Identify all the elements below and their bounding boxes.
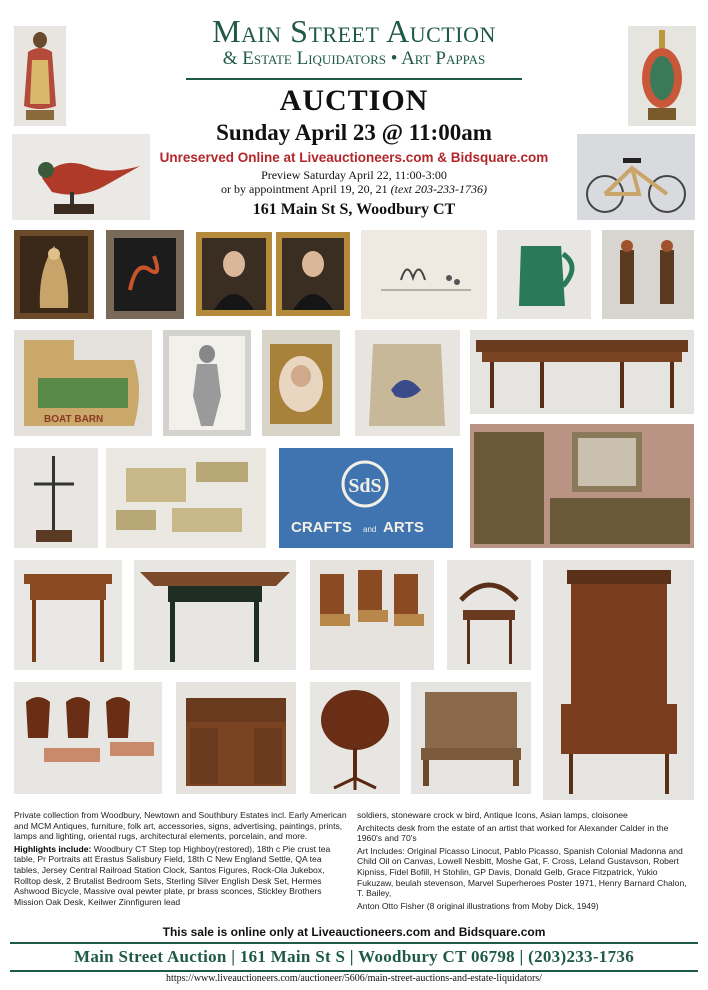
bird-carving-photo [12, 134, 150, 220]
windsor-chair-photo [447, 560, 531, 670]
drop-leaf-table-photo [134, 560, 296, 670]
preview-line: Preview Saturday April 22, 11:00-3:00 [261, 168, 447, 182]
rolltop-desk-image [176, 682, 296, 794]
dining-table-photo [470, 330, 694, 414]
dragon-print-image [106, 230, 184, 319]
footer-url[interactable]: https://www.liveauctioneers.com/auctioneer/5606/main-street-auctions-and-estate-liquidators/ [166, 973, 542, 984]
description-column-left [14, 810, 348, 907]
dragon-print-photo [106, 230, 184, 319]
boat-barn-sign-image [14, 330, 152, 436]
online-only-note: This sale is online only at Liveauctioneers.com and Bidsquare.com [162, 925, 546, 939]
description-col2-p2: Architects desk from the estate of an artist that worked for Alexander Calder in the 1960's and 70's [357, 822, 669, 844]
miniature-portrait-image [262, 330, 340, 436]
appointment-line [150, 182, 558, 196]
crafts-sign-and: and [363, 525, 377, 534]
auction-datetime: Sunday April 23 @ 11:00am [216, 120, 492, 145]
tea-table-image [14, 560, 122, 670]
bicycle-photo [577, 134, 695, 220]
description-intro: Private collection from Woodbury, Newtown and Southbury Estates incl. Early American and MCM Antiques, furniture, folk art, accessories, signs, advertising, paintings, prints, lamps and lighting, oriental rugs, architectural elements, porcelain, and more. [14, 810, 347, 842]
chairs-set-image [310, 560, 434, 670]
tea-table-photo [14, 560, 122, 670]
crafts-arts-sign-photo [279, 448, 453, 548]
settle-bench-image [411, 682, 531, 794]
nude-drawing-image [163, 330, 251, 436]
bird-carving-image [12, 134, 150, 220]
dining-table-image [470, 330, 694, 414]
description-column-right [357, 810, 694, 911]
brand-name: Main Street Auction [212, 13, 496, 49]
green-pitcher-image [497, 230, 591, 319]
arts-sign-word: ARTS [383, 519, 424, 536]
shield-back-chairs-image [14, 682, 162, 794]
portrait-man-image [276, 232, 350, 316]
moby-dick-illustration-image [361, 230, 487, 319]
stoneware-crock-photo [355, 330, 460, 436]
drop-leaf-table-image [134, 560, 296, 670]
candle-stand-image [14, 448, 98, 548]
miniature-portrait-photo [262, 330, 340, 436]
windsor-chair-image [447, 560, 531, 670]
online-bidding-line: Unreserved Online at Liveauctioneers.com & Bidsquare.com [159, 150, 549, 165]
green-pitcher-photo [497, 230, 591, 319]
crafts-arts-sign-image [279, 448, 453, 548]
crafts-arts-logo: SdS [348, 475, 382, 497]
auction-address: 161 Main St S, Woodbury CT [252, 201, 456, 218]
madonna-painting-photo [14, 230, 94, 319]
page-title: AUCTION [279, 84, 429, 117]
chairs-set-photo [310, 560, 434, 670]
highlights-text: Woodbury CT Step top Highboy(restored), 18th c Pie crust tea table, Pr Portraits att Erastus Salisbury Field, 18th C New England Settle, QA tea tables, Jersey Central Railroad Station Clock, Santos Figures, Rock-Ola Jukebox, Rolltop desk, 2 Brutalist Bedroom Sets, Sterling Silver English Desk Set, Hermes Ashwood Bicycle, Massive oval pewter plate, pr brass sconces, Stickley Brothers Mission Oak Desk, Keilwer Zinnfiguren lead [14, 843, 331, 907]
footer-contact: Main Street Auction | 161 Main St S | Woodbury CT 06798 | (203)233-1736 [73, 947, 635, 966]
stoneware-crock-image [355, 330, 460, 436]
nude-drawing-photo [163, 330, 251, 436]
brutalist-bedroom-set-image [470, 424, 694, 548]
brand-subtitle: & Estate Liquidators • Art Pappas [222, 48, 486, 69]
madonna-painting-image [14, 230, 94, 319]
boat-barn-sign-photo [14, 330, 152, 436]
settle-bench-photo [411, 682, 531, 794]
silver-desk-set-image [106, 448, 266, 548]
description-col2-p1: soldiers, stoneware crock w bird, Antique Icons, Asian lamps, cloisonee [357, 810, 628, 820]
brutalist-bedroom-set-photo [470, 424, 694, 548]
appointment-phone: (text 203-233-1736) [390, 182, 487, 196]
santos-figure-image [14, 26, 66, 126]
pie-crust-table-photo [310, 682, 400, 794]
moby-dick-illustration-photo [361, 230, 487, 319]
santos-figure-photo [14, 26, 66, 126]
portrait-man-photo [276, 232, 350, 316]
asian-lamp-photo [628, 26, 696, 126]
silver-desk-set-photo [106, 448, 266, 548]
shield-back-chairs-photo [14, 682, 162, 794]
portrait-woman-photo [196, 232, 272, 316]
rolltop-desk-photo [176, 682, 296, 794]
pie-crust-table-image [310, 682, 400, 794]
portrait-woman-image [196, 232, 272, 316]
boat-barn-sign-text: BOAT BARN [44, 414, 104, 425]
lead-soldiers-image [602, 230, 694, 319]
description-col2-p4: Anton Otto Fisher (8 original illustrations from Moby Dick, 1949) [357, 900, 599, 911]
lead-soldiers-photo [602, 230, 694, 319]
highboy-photo [543, 560, 694, 800]
asian-lamp-image [628, 26, 696, 126]
candle-stand-photo [14, 448, 98, 548]
highboy-image [543, 560, 694, 800]
highlights-label: Highlights include: [14, 843, 92, 854]
bicycle-image [577, 134, 695, 220]
appointment-text: or by appointment April 19, 20, 21 [221, 182, 388, 196]
header-divider [186, 78, 522, 80]
highlights-paragraph [14, 844, 348, 908]
crafts-sign-word: CRAFTS [291, 519, 352, 536]
description-col2-p3: Art Includes: Original Picasso Linocut, Pablo Picasso, Spanish Colonial Madonna and Child Oil on Canvas, Lowell Nesbitt, Moshe Gat, F. Cross, Leland Gustavson, Robert Kipniss, Fidel Bofill, H Stohlin, GP Davis, Donald Gelb, Grace Fitzpatrick, Yukio Fukuzaw, beulah stevenson, Marvel Superheroes Poster 1971, Henry Barnard Chalon, T. Bailey, [357, 845, 687, 899]
